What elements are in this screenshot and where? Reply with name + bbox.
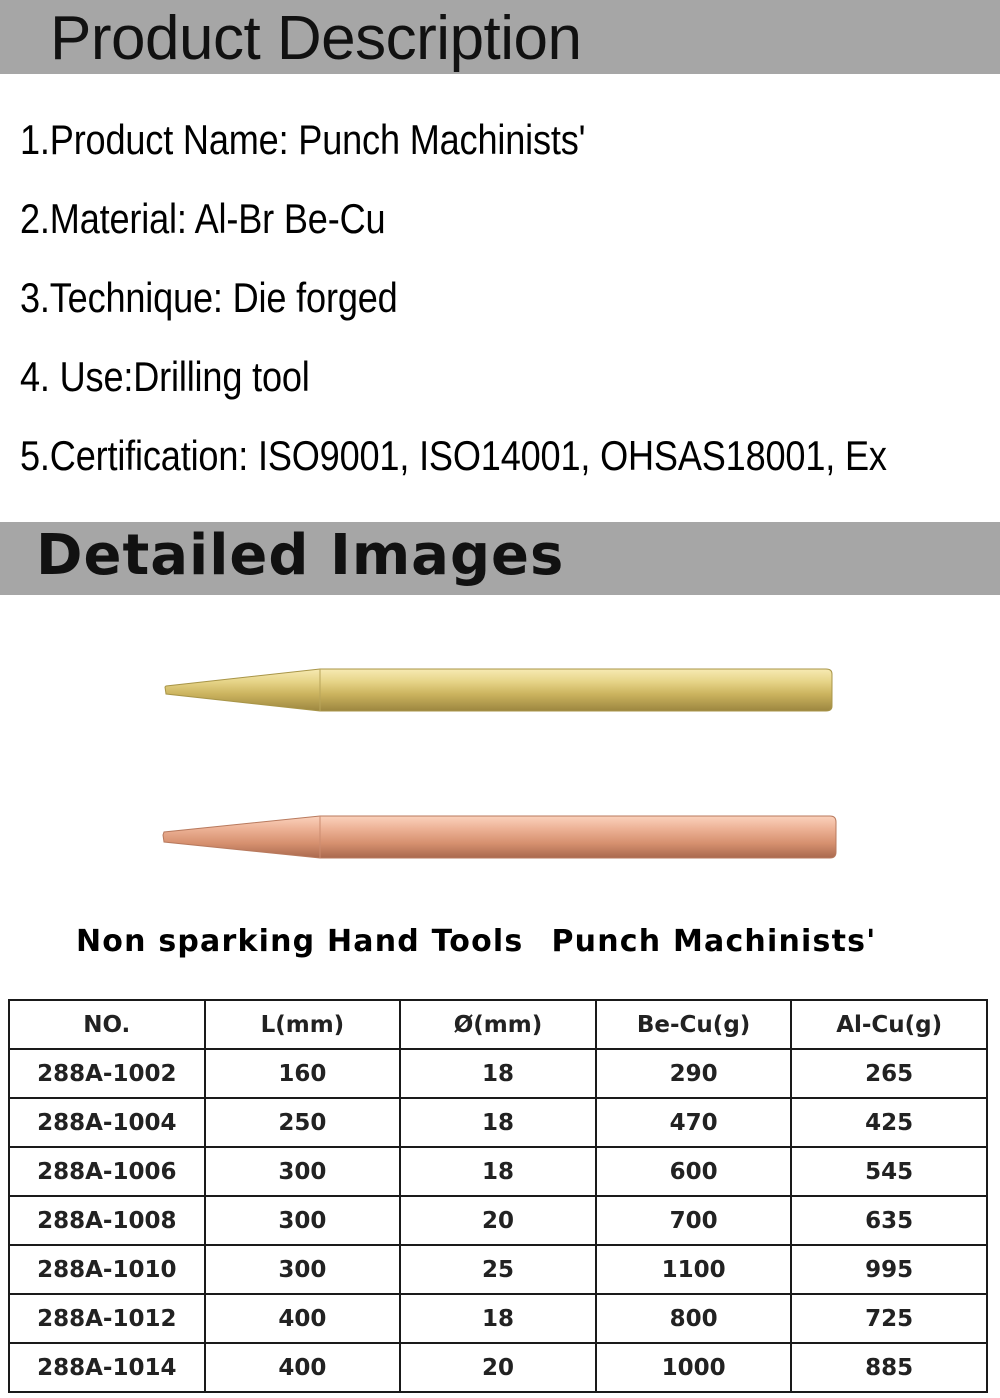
caption-right: Punch Machinists' [551, 924, 877, 959]
product-description-header [0, 0, 1000, 74]
cell-becu: 800 [596, 1294, 792, 1343]
table-row [9, 1245, 987, 1294]
spec-use: 4. Use:Drilling tool [20, 353, 310, 400]
table-row [9, 1196, 987, 1245]
detailed-images-title: Detailed Images [36, 523, 565, 588]
cell-diameter: 18 [400, 1098, 596, 1147]
cell-becu: 700 [596, 1196, 792, 1245]
cell-alcu: 545 [791, 1147, 987, 1196]
cell-alcu: 725 [791, 1294, 987, 1343]
cell-diameter: 25 [400, 1245, 596, 1294]
spec-product-name: 1.Product Name: Punch Machinists' [20, 116, 586, 163]
cell-diameter: 20 [400, 1196, 596, 1245]
table-row [9, 1049, 987, 1098]
table-row [9, 1147, 987, 1196]
cell-no: 288A-1014 [9, 1343, 205, 1392]
cell-diameter: 18 [400, 1049, 596, 1098]
cell-becu: 600 [596, 1147, 792, 1196]
cell-becu: 1000 [596, 1343, 792, 1392]
table-header-row [9, 1000, 987, 1049]
cell-alcu: 425 [791, 1098, 987, 1147]
cell-becu: 470 [596, 1098, 792, 1147]
table-row [9, 1343, 987, 1392]
cell-alcu: 885 [791, 1343, 987, 1392]
col-header-diameter: Ø(mm) [400, 1000, 596, 1049]
spec-list [20, 112, 995, 507]
col-header-alcu: Al-Cu(g) [791, 1000, 987, 1049]
table-row [9, 1098, 987, 1147]
spec-table [8, 999, 988, 1393]
cell-alcu: 635 [791, 1196, 987, 1245]
cell-no: 288A-1006 [9, 1147, 205, 1196]
cell-becu: 290 [596, 1049, 792, 1098]
product-images [0, 640, 1000, 880]
cell-no: 288A-1008 [9, 1196, 205, 1245]
product-description-title: Product Description [50, 4, 582, 73]
spec-technique: 3.Technique: Die forged [20, 274, 398, 321]
aluminum-bronze-punch-image [165, 669, 832, 711]
cell-no: 288A-1004 [9, 1098, 205, 1147]
caption-left: Non sparking Hand Tools [76, 924, 524, 959]
cell-length: 250 [205, 1098, 401, 1147]
cell-diameter: 20 [400, 1343, 596, 1392]
spec-certification: 5.Certification: ISO9001, ISO14001, OHSAS18001, Ex [20, 432, 887, 479]
spec-material: 2.Material: Al-Br Be-Cu [20, 195, 386, 242]
table-row [9, 1294, 987, 1343]
detailed-images-header [0, 522, 1000, 595]
cell-no: 288A-1010 [9, 1245, 205, 1294]
cell-alcu: 995 [791, 1245, 987, 1294]
cell-length: 300 [205, 1245, 401, 1294]
cell-length: 400 [205, 1343, 401, 1392]
col-header-length: L(mm) [205, 1000, 401, 1049]
col-header-no: NO. [9, 1000, 205, 1049]
cell-becu: 1100 [596, 1245, 792, 1294]
table-caption [76, 924, 877, 959]
beryllium-copper-punch-image [163, 816, 836, 858]
cell-length: 160 [205, 1049, 401, 1098]
cell-diameter: 18 [400, 1147, 596, 1196]
punch-images-svg [0, 640, 1000, 880]
cell-no: 288A-1002 [9, 1049, 205, 1098]
cell-alcu: 265 [791, 1049, 987, 1098]
col-header-becu: Be-Cu(g) [596, 1000, 792, 1049]
cell-length: 400 [205, 1294, 401, 1343]
cell-length: 300 [205, 1147, 401, 1196]
cell-length: 300 [205, 1196, 401, 1245]
cell-no: 288A-1012 [9, 1294, 205, 1343]
cell-diameter: 18 [400, 1294, 596, 1343]
